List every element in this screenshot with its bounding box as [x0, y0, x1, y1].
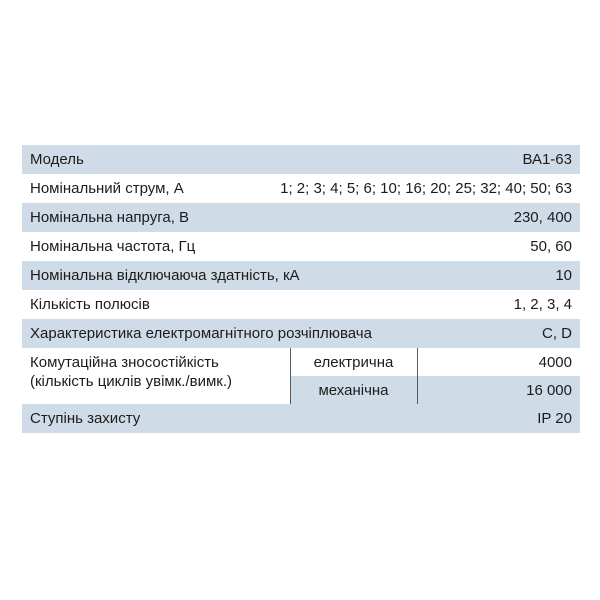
durability-label-line1: Комутаційна зносостійкість	[30, 354, 219, 371]
row-switching-durability	[22, 348, 580, 404]
breaking-capacity-label: Номінальна відключаюча здатність, кА	[30, 267, 300, 284]
mechanical-value: 16 000	[526, 382, 572, 399]
row-rated-current	[22, 174, 580, 203]
poles-value: 1, 2, 3, 4	[513, 296, 572, 313]
electrical-label: електрична	[313, 354, 394, 371]
row-poles	[22, 290, 580, 319]
divider-line-left	[290, 348, 291, 404]
row-rated-frequency	[22, 232, 580, 261]
trip-characteristic-label: Характеристика електромагнітного розчіплювача	[30, 325, 372, 342]
row-breaking-capacity	[22, 261, 580, 290]
durability-mechanical	[290, 376, 580, 404]
row-model	[22, 145, 580, 174]
row-protection-degree	[22, 404, 580, 433]
row-rated-voltage	[22, 203, 580, 232]
protection-label: Ступінь захисту	[30, 410, 141, 427]
durability-electrical	[290, 348, 580, 376]
breaking-capacity-value: 10	[555, 267, 572, 284]
protection-value: IP 20	[537, 410, 572, 427]
durability-label-line2: (кількість циклів увімк./вимк.)	[30, 373, 233, 390]
mechanical-label: механічна	[318, 382, 389, 399]
model-label: Модель	[30, 151, 84, 168]
durability-label	[30, 353, 298, 391]
divider-line-right	[417, 348, 418, 404]
rated-frequency-label: Номінальна частота, Гц	[30, 238, 196, 255]
spec-table	[22, 145, 580, 433]
row-trip-characteristic	[22, 319, 580, 348]
rated-voltage-label: Номінальна напруга, В	[30, 209, 190, 226]
trip-characteristic-value: C, D	[542, 325, 572, 342]
rated-voltage-value: 230, 400	[513, 209, 572, 226]
rated-current-label: Номінальний струм, А	[30, 180, 184, 197]
rated-current-value: 1; 2; 3; 4; 5; 6; 10; 16; 20; 25; 32; 40; 50; 63	[280, 180, 572, 197]
model-value: ВА1-63	[522, 151, 572, 168]
poles-label: Кількість полюсів	[30, 296, 150, 313]
rated-frequency-value: 50, 60	[530, 238, 572, 255]
electrical-value: 4000	[538, 354, 572, 371]
